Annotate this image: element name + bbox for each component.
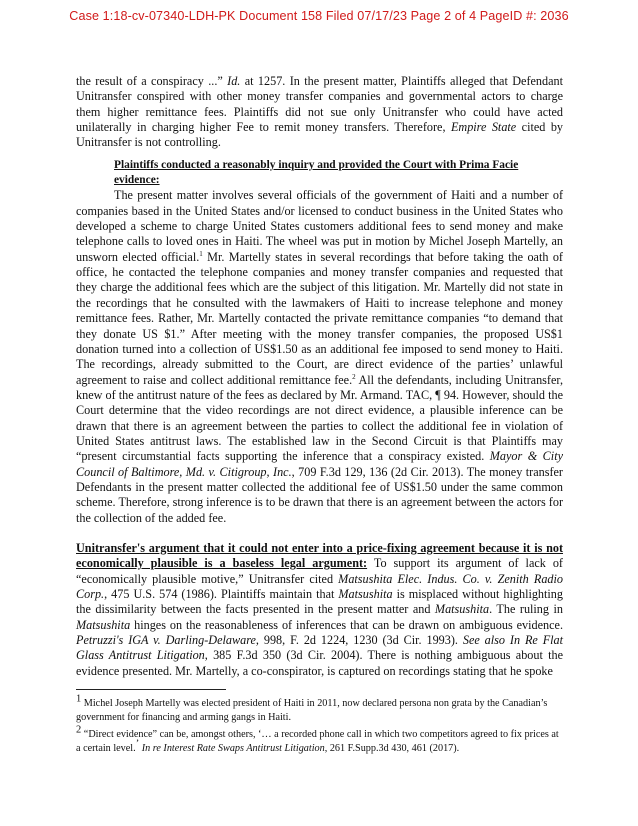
citation-italic: Id. (227, 74, 241, 88)
text-run: the result of a conspiracy ...” (76, 74, 228, 88)
text-run: 998, F. 2d 1224, 1230 (3d Cir. 1993). (258, 633, 463, 648)
footnotes (76, 693, 563, 759)
text-run: is misplaced without highlighting the dissimilarity between the facts presented in the present matter and (76, 587, 563, 617)
footnote-2 (76, 724, 563, 755)
text-run: , 385 F.3d 350 (3d Cir. 2004). There is nothing ambiguous about the evidence presented. Mr. Martelly, a co-conspirator, is captured on recordings stating that he spoke (76, 648, 563, 678)
footnote-quote-mark: ’ (135, 738, 140, 750)
text-run: . The ruling in (489, 602, 563, 617)
text-run: Mr. Martelly states in several recordings that before taking the oath of office, he contacted the telephone companies and money transfer companies and requested that they charge the additional fees which are the subject of this litigation. Mr. Martelly did not state in the recordings that he consulted with the lawmakers of Haiti to increase telephone and money remittance fees. Rather, Mr. Martelly contacted the private remittance companies “to demand that they donate US $1.” After meeting with the money transfer companies, the proposed US$1 donation turned into a collection of US$1.50 as an additional fee imposed to send money to Haiti. The recordings, already submitted to the Court, are direct evidence of the parties’ unlawful agreement to raise and collect additional remittance fee. (76, 249, 563, 387)
footnote-text: Michel Joseph Martelly was elected president of Haiti in 2011, now declared persona non grata by the Canadian’s government for financing and arming gangs in Haiti. (76, 698, 548, 723)
text-run: , 475 U.S. 574 (1986). Plaintiffs maintain that (104, 587, 339, 601)
paragraph-economic-plausibility (76, 541, 563, 679)
citation-italic: Matsushita (338, 587, 393, 601)
document-body (76, 74, 563, 679)
text-run: hinges on the reasonableness of inferences that can be drawn on ambiguous evidence. (130, 617, 563, 632)
citation-italic: In re Interest Rate Swaps Antitrust Litigation (141, 742, 325, 754)
text-run: The present matter involves several officials of the government of Haiti and a number of companies based in the United States and/or licensed to conduct business in the United States who developed a scheme to charge United States customers additional fees to send money and make telephone calls to loved ones in Haiti. The wheel was put in motion by Michel Joseph Martelly, an unsworn elected official. (76, 188, 563, 264)
text-run: at 1257. In the present matter, Plaintiffs alleged that Defendant Unitransfer conspired with other money transfer companies and governmental actors to charge them higher remittance fees. Plaintiffs did not sue only Unitransfer who could have acted unilaterally in charging higher Fee to remit money transfers. Therefore, (76, 74, 563, 135)
footnote-separator (76, 689, 226, 690)
footnote-number: 1 (76, 693, 82, 705)
footnote-ref-2[interactable]: 2 (352, 372, 356, 381)
text-run: All the defendants, including Unitransfer, knew of the antitrust nature of the fees as declared by Mr. Armand. TAC, ¶ 94. However, should the Court determine that the video recordings are not direct evidence, a plausible inference can be drawn that there is an agreement between the parties to collect the additional fee in violation of United States antitrust laws. The established law in the Second Circuit is that Plaintiffs may “present circumstantial facts supporting the inference that a conspiracy existed. (76, 372, 563, 464)
text-run: To support its argument of lack of “economically plausible motive,” Unitransfer cited (76, 556, 563, 586)
text-run: , 709 F.3d 129, 136 (2d Cir. 2013). The money transfer Defendants in the present matter collected the additional fee of US$1.50 under the same common scheme. Therefore, strong inference is to be drawn that there is an agreement between the actors for the collection of the added fee. (76, 464, 563, 525)
footnote-text: “Direct evidence” can be, amongst others, ‘… a recorded phone call in which two competitors agreed to fix prices at a certain level. (76, 729, 559, 754)
footnote-text: , 261 F.Supp.3d 430, 461 (2017). (324, 742, 460, 754)
paragraph-prima-facie (76, 188, 563, 526)
section-heading-prima-facie: Plaintiffs conducted a reasonably inquiry and provided the Court with Prima Facie evidence: (114, 158, 519, 187)
citation-italic: Petruzzi's IGA v. Darling-Delaware, (76, 633, 259, 648)
citation-italic: Mayor & City Council of Baltimore, Md. v. Citigroup, Inc. (76, 449, 563, 479)
text-run: cited by Unitransfer is not controlling. (76, 120, 564, 150)
citation-italic: See also In Re Flat Glass Antitrust Litigation (76, 633, 564, 663)
citation-italic: Matsushita (76, 617, 131, 632)
case-header-stamp: Case 1:18-cv-07340-LDH-PK Document 158 Filed 07/17/23 Page 2 of 4 PageID #: 2036 (69, 9, 569, 23)
footnote-number: 2 (76, 724, 82, 736)
citation-italic: Empire State (450, 120, 517, 135)
citation-italic: Matsushita (434, 602, 490, 617)
footnote-1 (76, 693, 563, 724)
section-heading-economic: Unitransfer's argument that it could not enter into a price-fixing agreement because it is not economically plausible is a baseless legal argument: (76, 540, 563, 571)
footnote-ref-1[interactable]: 1 (199, 249, 203, 258)
paragraph-conspiracy (76, 74, 563, 151)
citation-italic: Matsushita Elec. Indus. Co. v. Zenith Radio Corp. (76, 571, 563, 601)
